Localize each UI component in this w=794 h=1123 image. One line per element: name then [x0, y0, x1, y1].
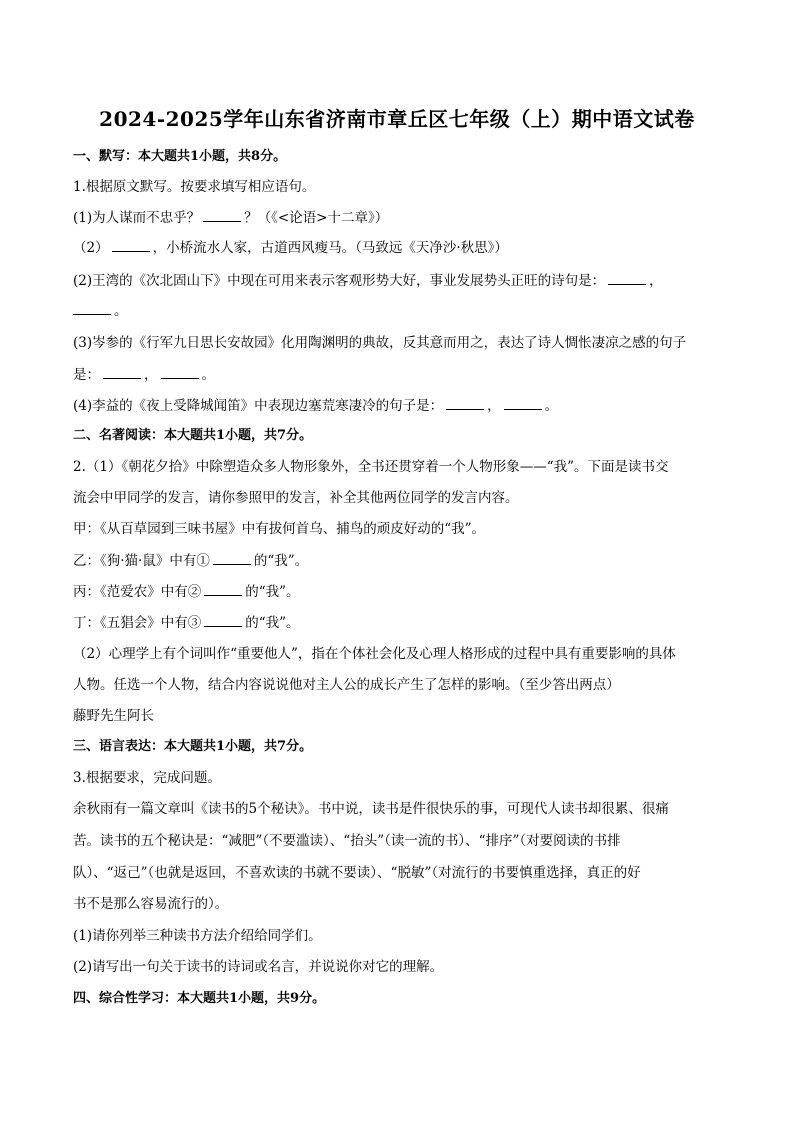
- student-jia: 甲：《从百草园到三味书屋》中有拔何首乌、捕鸟的顽皮好动的“我”。: [73, 521, 486, 537]
- q1-item-4: (3)岑参的《行军九日思长安故园》化用陶渊明的典故，反其意而用之，表达了诗人惆怅凄凉之感的句子: [73, 335, 687, 351]
- question-3-prompt: 3.根据要求，完成问题。: [73, 770, 221, 786]
- question-3-sub-2: (2)请写出一句关于读书的诗词或名言，并说说你对它的理解。: [73, 959, 444, 975]
- section-2-heading: 二、名著阅读：本大题共1小题，共7分。: [73, 428, 313, 443]
- question-3-passage: 苦。读书的五个秘诀是：“减肥”（不要滥读）、“抬头”（读一流的书）、“排序”（对要阅读的书排: [73, 833, 621, 849]
- answer-blank[interactable]: [73, 301, 111, 315]
- section-3-heading: 三、语言表达：本大题共1小题，共7分。: [73, 739, 313, 754]
- student-ding: 丁：《五猖会》中有③ 的“我”。: [73, 615, 300, 631]
- question-3-passage: 余秋雨有一篇文章叫《读书的5个秘诀》。书中说，读书是件很快乐的事，可现代人读书却很累、很痛: [73, 801, 669, 817]
- q1-item-2: （2） ，小桥流水人家，古道西风瘦马。（马致远《天净沙·秋思》）: [73, 240, 508, 256]
- q1-item-5: (4)李益的《夜上受降城闻笛》中表现边塞荒寒凄冷的句子是： ， 。: [73, 398, 559, 414]
- exam-title: 2024-2025学年山东省济南市章丘区七年级（上）期中语文试卷: [99, 107, 695, 131]
- q1-item-4-cont: 是： ， 。: [73, 367, 215, 383]
- student-bing: 丙：《范爱农》中有② 的“我”。: [73, 584, 300, 600]
- question-1-prompt: 1.根据原文默写。按要求填写相应语句。: [73, 179, 316, 195]
- q1-item-3: (2)王湾的《次北固山下》中现在可用来表示客观形势大好，事业发展势头正旺的诗句是： ，: [73, 273, 663, 289]
- character-options: 藤野先生阿长: [73, 708, 154, 724]
- answer-blank[interactable]: [103, 365, 141, 379]
- answer-blank[interactable]: [112, 238, 150, 252]
- question-3-passage: 队）、“返己”（也就是返回，不喜欢读的书就不要读）、“脱敏”（对流行的书要慎重选择，真正的好: [73, 865, 641, 881]
- question-2-part-2: （2）心理学上有个词叫作“重要他人”，指在个体社会化及心理人格形成的过程中具有重要影响的具体: [73, 646, 676, 662]
- question-2-text: 2.（1）《朝花夕拾》中除塑造众多人物形象外，全书还贯穿着一个人物形象——“我”。下面是读书交: [73, 459, 669, 475]
- section-1-heading: 一、默写：本大题共1小题，共8分。: [73, 149, 287, 164]
- student-yi: 乙：《狗·猫·鼠》中有① 的“我”。: [73, 553, 309, 569]
- section-4-heading: 四、综合性学习：本大题共1小题，共9分。: [73, 991, 326, 1006]
- answer-blank[interactable]: [161, 365, 199, 379]
- question-3-passage: 书不是那么容易流行的）。: [73, 896, 229, 912]
- answer-blank[interactable]: [608, 271, 646, 285]
- question-3-sub-1: (1)请你列举三种读书方法介绍给同学们。: [73, 928, 322, 944]
- question-2-text: 流会中甲同学的发言，请你参照甲的发言，补全其他两位同学的发言内容。: [73, 490, 519, 506]
- answer-blank[interactable]: [204, 613, 242, 627]
- answer-blank[interactable]: [203, 208, 241, 222]
- q1-item-1: (1)为人谋而不忠乎？ ？（《<论语>十二章》）: [73, 210, 389, 226]
- answer-blank[interactable]: [213, 551, 251, 565]
- q1-item-3-cont: 。: [73, 301, 128, 320]
- answer-blank[interactable]: [204, 582, 242, 596]
- answer-blank[interactable]: [504, 396, 542, 410]
- answer-blank[interactable]: [446, 396, 484, 410]
- question-2-part-2: 人物。任选一个人物，结合内容说说他对主人公的成长产生了怎样的影响。（至少答出两点）: [73, 677, 620, 693]
